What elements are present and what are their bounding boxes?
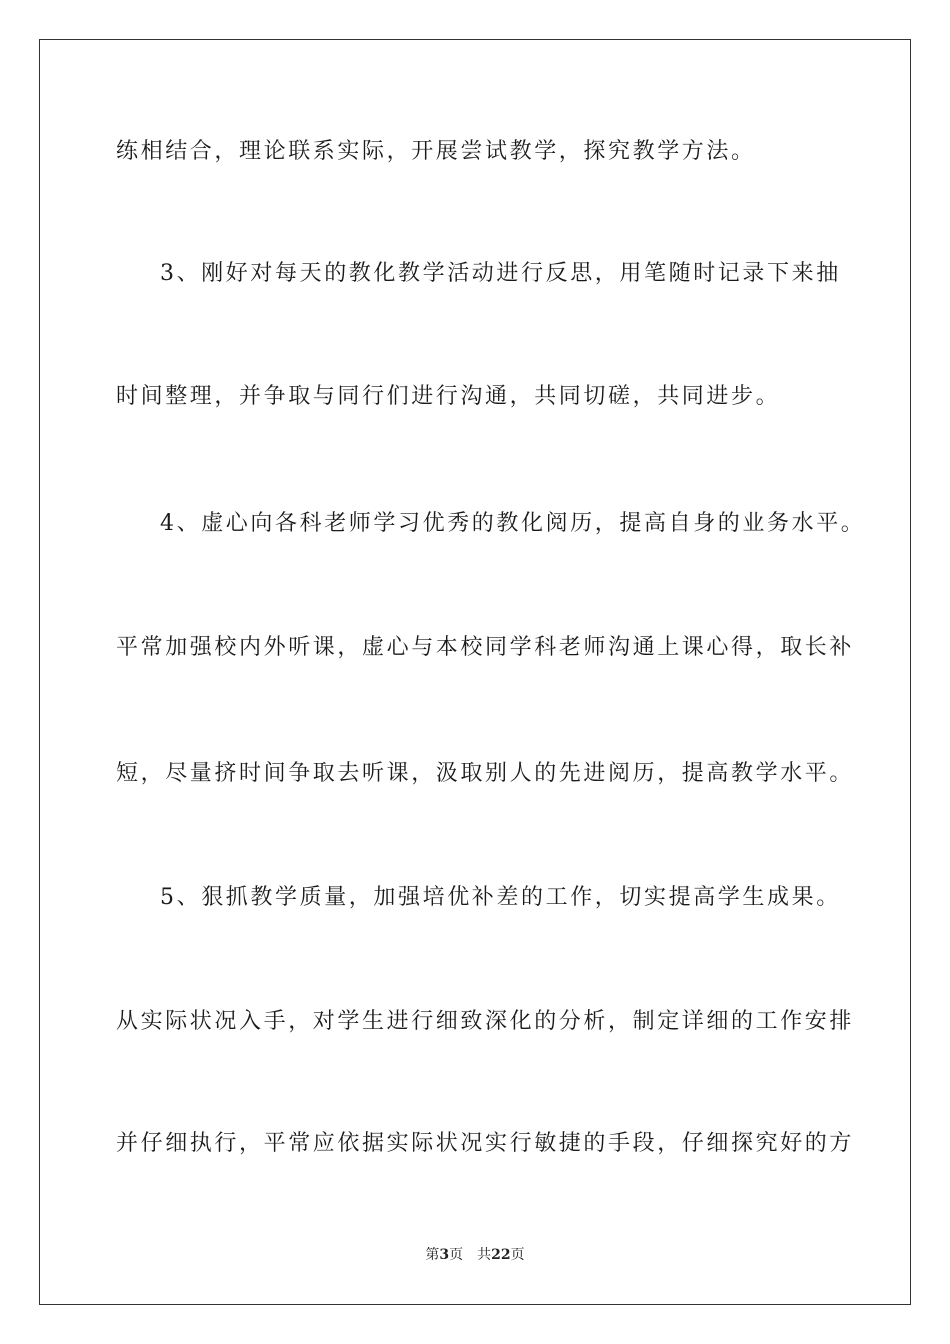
body-line: 从实际状况入手，对学生进行细致深化的分析，制定详细的工作安排	[116, 1009, 855, 1034]
body-line: 练相结合，理论联系实际，开展尝试教学，探究教学方法。	[116, 139, 756, 164]
page-border	[39, 39, 911, 1305]
total-pages: 22	[491, 1247, 511, 1263]
total-suffix: 页	[510, 1247, 525, 1263]
body-line: 并仔细执行，平常应依据实际状况实行敏捷的手段，仔细探究好的方	[116, 1131, 855, 1156]
body-line: 短，尽量挤时间争取去听课，汲取别人的先进阅历，提高教学水平。	[116, 761, 855, 786]
page-number: 3	[439, 1247, 450, 1263]
body-line: 时间整理，并争取与同行们进行沟通，共同切磋，共同进步。	[116, 384, 781, 409]
body-line: 3、刚好对每天的教化教学活动进行反思，用笔随时记录下来抽	[160, 261, 841, 286]
total-prefix: 共	[477, 1247, 492, 1263]
body-line: 5、狠抓教学质量，加强培优补差的工作，切实提高学生成果。	[160, 885, 841, 910]
page-prefix: 第	[425, 1247, 440, 1263]
page-suffix: 页	[449, 1247, 464, 1263]
body-line: 平常加强校内外听课，虚心与本校同学科老师沟通上课心得，取长补	[116, 635, 855, 660]
body-line: 4、虚心向各科老师学习优秀的教化阅历，提高自身的业务水平。	[160, 511, 866, 536]
page-footer	[0, 1246, 950, 1264]
